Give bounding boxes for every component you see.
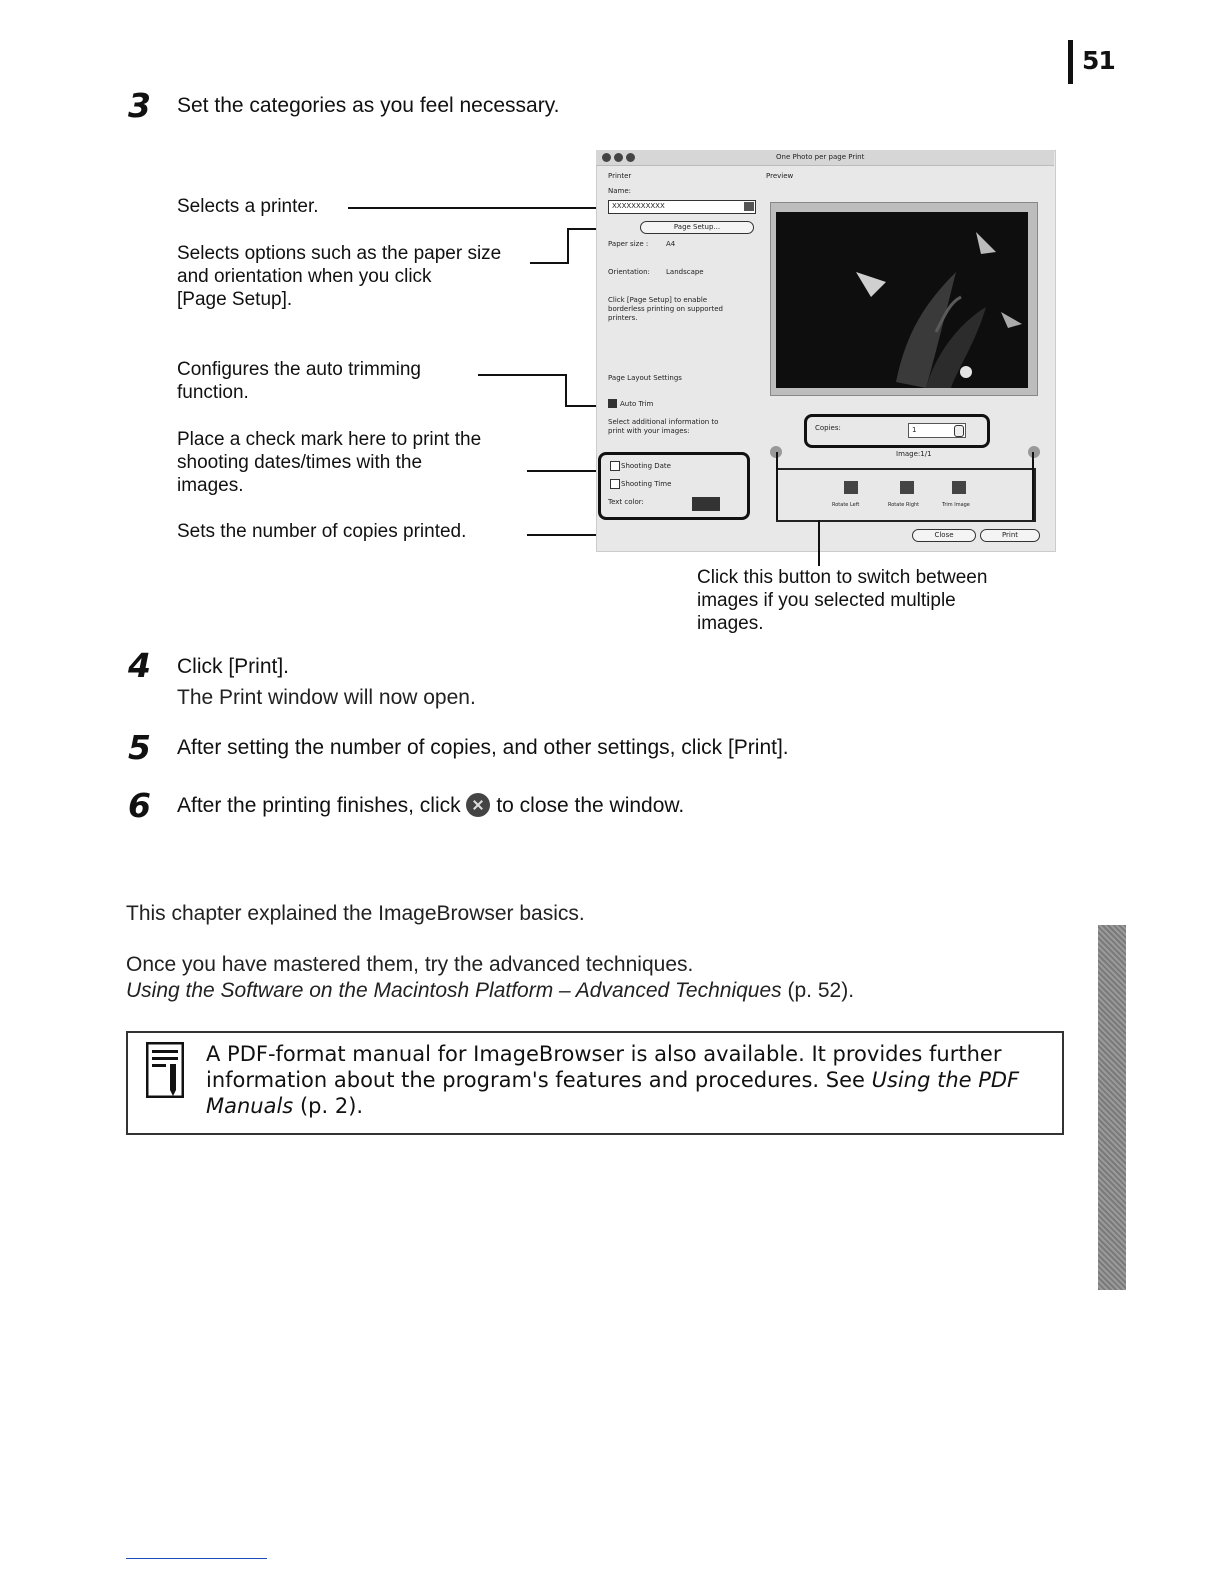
preview-label: Preview [766,172,794,180]
shooting-date-label: Shooting Date [621,462,671,470]
shooting-date-checkbox[interactable] [610,461,620,471]
rotate-left-icon[interactable] [844,481,858,494]
image-counter: Image:1/1 [896,450,932,458]
close-window-button-icon [466,793,490,817]
preview-photo [776,212,1028,388]
text-color-swatch[interactable] [692,497,720,511]
auto-trim-label: Auto Trim [620,400,654,408]
paper-size-label: Paper size : [608,240,649,248]
step-subtext: The Print window will now open. [177,686,476,709]
orientation-label: Orientation: [608,268,650,276]
callout-copies: Sets the number of copies printed. [177,521,467,542]
step-text: Set the categories as you feel necessary. [177,94,560,117]
name-label: Name: [608,187,632,195]
step-text: Click [Print]. [177,655,290,678]
paper-size-value: A4 [666,240,676,248]
leader-line [567,228,569,264]
summary-line-1: This chapter explained the ImageBrowser basics. [126,902,585,925]
pdf-manuals-link[interactable]: Using the PDF Manuals [206,1068,1020,1118]
callout-switch-images: Click this button to switch between images if you selected multiple images. [697,567,988,634]
highlight-tools-box [776,468,1036,522]
rotate-left-label: Rotate Left [832,502,860,508]
summary-link-line: Using the Software on the Macintosh Platform – Advanced Techniques (p. 52). [126,979,855,1002]
leader-line [527,470,599,472]
callout-auto-trim: Configures the auto trimming function. [177,359,421,403]
copies-input[interactable]: 1 [908,423,966,438]
leader-line [348,207,610,209]
leader-line [530,262,568,264]
shooting-time-label: Shooting Time [621,480,672,488]
leader-line [818,520,820,566]
next-image-icon[interactable] [1028,446,1040,458]
step-number: 5 [128,728,151,767]
leader-line [1032,452,1034,520]
trim-image-label: Trim Image [942,502,970,508]
minimize-dot-icon[interactable] [614,153,623,162]
summary-line-2: Once you have mastered them, try the advanced techniques. [126,953,694,976]
borderless-note: Click [Page Setup] to enable borderless printing on supported printers. [608,296,723,322]
layout-settings-label: Page Layout Settings [608,374,682,382]
printer-select[interactable]: XXXXXXXXXXX [608,200,756,214]
step-number: 4 [128,646,151,685]
page-number-bar [1068,40,1073,84]
leader-line [565,374,567,406]
leader-line [776,452,778,520]
note-icon [146,1042,184,1098]
zoom-dot-icon[interactable] [626,153,635,162]
chapter-side-tab [1098,925,1126,1290]
footer-rule [126,1558,267,1559]
auto-trim-checkbox[interactable] [608,399,617,408]
callout-printer: Selects a printer. [177,196,319,217]
trim-image-icon[interactable] [952,481,966,494]
chevron-down-icon [744,202,754,211]
advanced-techniques-link[interactable]: Using the Software on the Macintosh Platform – Advanced Techniques [126,979,782,1002]
callout-options: Selects options such as the paper size and orientation when you click [Page Setup]. [177,243,502,310]
printer-label: Printer [608,172,632,180]
copies-label: Copies: [815,424,841,432]
print-button[interactable]: Print [980,529,1040,542]
close-dot-icon[interactable] [602,153,611,162]
rotate-right-icon[interactable] [900,481,914,494]
step-text: After the printing finishes, click to close the window. [177,794,685,817]
dialog-title: One Photo per page Print [776,153,865,161]
page-number: 51 [1082,46,1115,75]
leader-line [478,374,566,376]
close-button[interactable]: Close [912,529,976,542]
select-info-label: Select additional information to print with your images: [608,418,719,435]
step-text: After setting the number of copies, and other settings, click [Print]. [177,736,789,759]
text-color-label: Text color: [608,498,644,506]
rotate-right-label: Rotate Right [888,502,920,508]
note-text: A PDF-format manual for ImageBrowser is also available. It provides further information about the program's features and procedures. See Using the PDF Manuals (p. 2). [206,1042,1020,1118]
callout-shooting-dates: Place a check mark here to print the shooting dates/times with the images. [177,429,482,496]
stepper-icon [954,425,964,437]
shooting-time-checkbox[interactable] [610,479,620,489]
step-number: 3 [128,86,151,125]
step-number: 6 [128,786,151,825]
page-setup-button[interactable]: Page Setup... [640,221,754,234]
orientation-value: Landscape [666,268,704,276]
